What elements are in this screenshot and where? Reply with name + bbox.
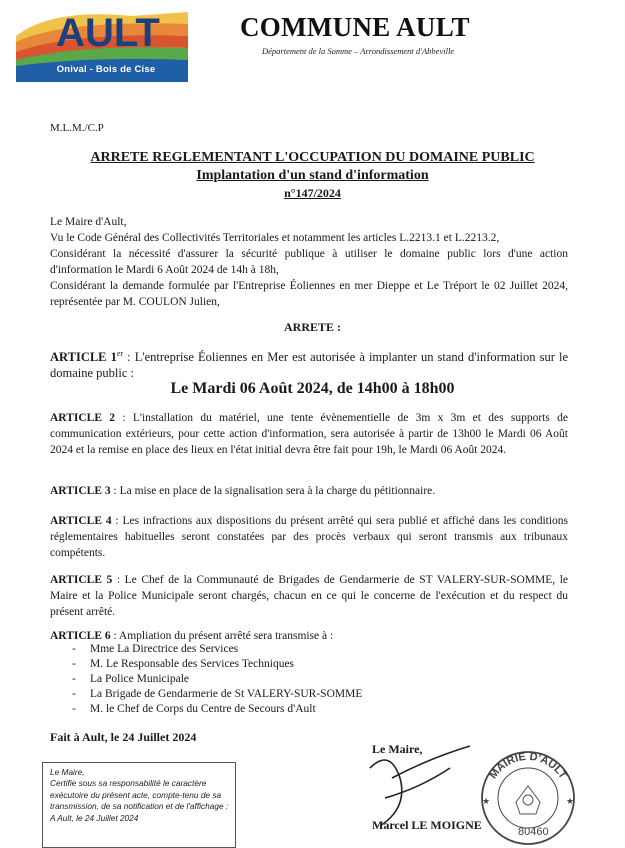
article-text: : L'entreprise Éoliennes en Mer est autorisée à implanter un stand d'information sur le domaine public :	[50, 350, 568, 381]
article-label: ARTICLE 3	[50, 485, 111, 497]
logo-name: AULT	[56, 11, 160, 55]
recipient: M. le Chef de Corps du Centre de Secours d'Ault	[90, 703, 316, 715]
distribution-list	[72, 642, 532, 717]
preamble-line: Vu le Code Général des Collectivités Territoriales et notamment les articles L.2213.1 et L.2213.2,	[50, 232, 500, 244]
certification-text	[50, 767, 232, 824]
arrete-heading: ARRETE :	[283, 320, 341, 334]
certification-line: A Ault, le 24 Juillet 2024	[50, 812, 139, 823]
article-label: ARTICLE 5	[50, 574, 113, 586]
article-text: : Ampliation du présent arrêté sera transmise à :	[113, 630, 334, 642]
recipient: La Police Municipale	[90, 673, 189, 685]
preamble	[50, 214, 568, 310]
article-text: : Le Chef de la Communauté de Brigades de Gendarmerie de ST VALERY-SUR-SOMME, le Maire et la Police Municipale seront chargés, chacun en ce qui le concerne de l'exécution et du respect du présent arrêté.	[50, 574, 569, 618]
article-label: ARTICLE 4	[50, 515, 112, 527]
list-item: - M. Le Responsable des Services Techniques	[72, 658, 295, 670]
arrete-title: ARRETE REGLEMENTANT L'OCCUPATION DU DOMAINE PUBLIC	[90, 150, 535, 165]
article-label: ARTICLE 6	[50, 630, 111, 642]
commune-title: COMMUNE AULT	[240, 12, 470, 42]
arrete-subtitle: Implantation d'un stand d'information	[196, 168, 429, 183]
svg-text:★: ★	[566, 796, 575, 806]
recipient: M. Le Responsable des Services Techniques	[90, 658, 295, 670]
article-label: ARTICLE 1	[50, 350, 117, 365]
logo-subtitle: Onival - Bois de Cise	[56, 64, 156, 75]
recipient: La Brigade de Gendarmerie de St VALERY-SUR-SOMME	[90, 688, 363, 700]
article-5	[50, 572, 568, 620]
list-item: - La Police Municipale	[72, 673, 189, 685]
event-date: Le Mardi 06 Août 2024, de 14h00 à 18h00	[170, 380, 455, 397]
signing-place-date: Fait à Ault, le 24 Juillet 2024	[50, 730, 197, 744]
article-label: ARTICLE 2	[50, 412, 116, 424]
preamble-line: Considérant la nécessité d'assurer la sécurité publique à utiliser le domaine public lors d'une action d'information le Mardi 6 Août 2024 de 14h à 18h,	[50, 248, 568, 276]
preamble-line: Le Maire d'Ault,	[50, 216, 127, 228]
signature-title: Le Maire,	[372, 742, 423, 756]
article-text: : L'installation du matériel, une tente évènementielle de 3m x 3m et des supports de communication extérieurs, pour cette action d'information, sera autorisée à partir de 13h00 le Mardi 06 Août 2024 et la remise en place des lieux en l'état initial devra être fait pour 19h, le Mardi 06 Août 2024.	[50, 412, 569, 456]
recipient: Mme La Directrice des Services	[90, 643, 239, 655]
svg-text:MAIRIE D'AULT	[487, 751, 569, 781]
arrete-number: n°147/2024	[284, 186, 341, 200]
preamble-line: Considérant la demande formulée par l'Entreprise Éoliennes en mer Dieppe et Le Tréport le 02 Juillet 2024, représentée par M. COULON Julien,	[50, 280, 568, 308]
article-text: : Les infractions aux dispositions du présent arrêté qui sera publié et affiché dans les conditions réglementaires habituelles seront constatées par des procès verbaux qui seront transmis aux tribunaux compétents.	[50, 515, 569, 559]
certification-line: Le Maire,	[50, 767, 85, 777]
signer-name: Marcel LE MOIGNE	[372, 818, 482, 832]
certification-line: Certifie sous sa responsabilité le caractère exécutoire du présent acte, compte-tenu de sa transmission, de sa notification et de l'affichage :	[50, 778, 229, 812]
svg-text:★: ★	[482, 796, 491, 806]
list-item: - M. le Chef de Corps du Centre de Secours d'Ault	[72, 703, 316, 715]
article-1	[50, 346, 568, 381]
department-line: Département de la Somme – Arrondissement d'Abbeville	[262, 46, 455, 56]
article-ordinal: er	[116, 349, 124, 358]
reference-code: M.L.M./C.P	[50, 122, 104, 134]
article-4	[50, 513, 568, 561]
stamp-postcode: 80460	[518, 826, 549, 838]
stamp-text: MAIRIE D'AULT	[487, 750, 569, 782]
article-2	[50, 410, 568, 458]
list-item: - Mme La Directrice des Services	[72, 643, 239, 655]
article-3	[50, 483, 568, 499]
list-item: - La Brigade de Gendarmerie de St VALERY-SUR-SOMME	[72, 688, 363, 700]
article-text: : La mise en place de la signalisation sera à la charge du pétitionnaire.	[113, 485, 436, 497]
